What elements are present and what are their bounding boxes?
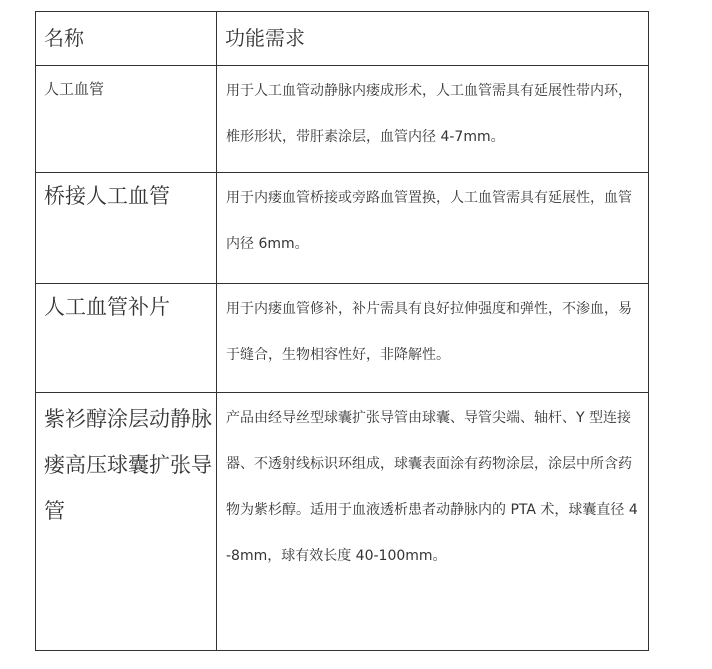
header-name: 名称 — [44, 26, 84, 50]
row-requirement: 用于人工血管动静脉内瘘成形术，人工血管需具有延展性带内环，椎形形状，带肝素涂层，血管内径 4-7mm。 — [226, 83, 632, 145]
table-row — [36, 173, 649, 284]
table-row — [36, 66, 649, 173]
row-name: 紫衫醇涂层动静脉瘘高压球囊扩张导管 — [44, 407, 212, 523]
table-row — [36, 284, 649, 393]
row-name: 人工血管 — [44, 80, 105, 98]
row-requirement: 产品由经导丝型球囊扩张导管由球囊、导管尖端、轴杆、Y 型连接器、不透射线标识环组成，球囊表面涂有药物涂层，涂层中所含药物为紫杉醇。适用于血液透析患者动静脉内的 PTA 术，球囊直径 4-8mm，球有效长度 40-100mm。 — [226, 410, 638, 564]
row-requirement: 用于内瘘血管修补，补片需具有良好拉伸强度和弹性，不渗血，易于缝合，生物相容性好，非降解性。 — [226, 301, 632, 363]
header-requirement: 功能需求 — [225, 26, 305, 50]
table-header-row — [36, 12, 649, 66]
table-row — [36, 393, 649, 651]
requirements-table — [35, 11, 649, 651]
row-name: 桥接人工血管 — [44, 184, 170, 208]
row-name: 人工血管补片 — [44, 295, 170, 319]
row-requirement: 用于内瘘血管桥接或旁路血管置换，人工血管需具有延展性，血管内径 6mm。 — [226, 190, 632, 252]
